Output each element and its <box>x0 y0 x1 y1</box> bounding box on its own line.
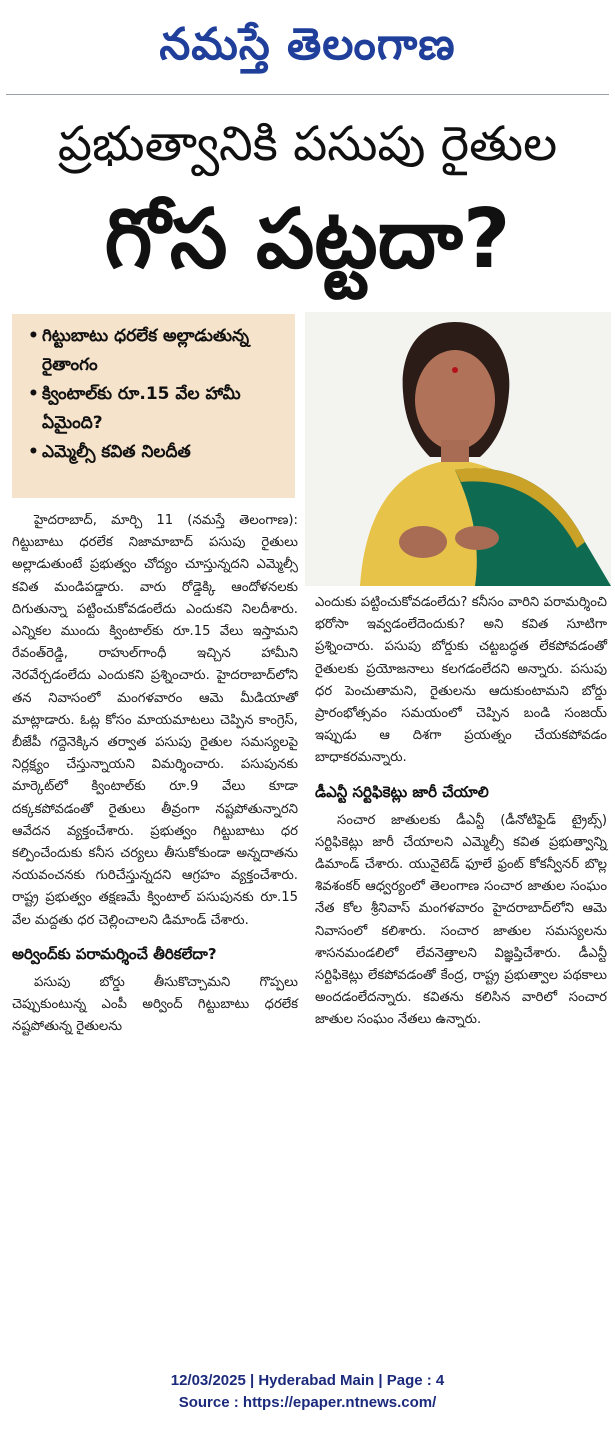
highlight-item: • ఎమ్మెల్సీ కవిత నిలదీత <box>28 438 287 467</box>
article-paragraph: హైదరాబాద్, మార్చి 11 (నమస్తే తెలంగాణ): గిట్టుబాటు ధరలేక నిజామాబాద్ పసుపు రైతులు అల్లాడుతుంటే ప్రభుత్వం చోద్యం చూస్తున్నదని ఎమ్మెల్సీ కవిత మండిపడ్డారు. వారు రోడ్డెక్కి ఆందోళనలకు దిగుతున్నా పట్టించుకోవడంలేదు ఎందుకని నిలదీశారు. ఎన్నికల ముందు క్వింటాల్‌కు రూ.15 వేలు ఇస్తామని రేవంత్‌రెడ్డి, రాహుల్‌గాంధీ ఇచ్చిన హామీని నెరవేర్చడంలేదు ఎందుకని ప్రశ్నించారు. హైదరాబాద్‌లోని తన నివాసంలో మంగళవారం ఆమె మీడియాతో మాట్లాడారు. ఓట్ల కోసం మాయమాటలు చెప్పిన కాంగ్రెస్, బీజేపీ గద్దెనెక్కిన తర్వాత పసుపు రైతుల సమస్యలపై నిర్లక్ష్యం చేస్తున్నాయని విమర్శించారు. పసుపునకు మార్కెట్‌లో క్వింటాల్‌కు రూ.9 వేలు కూడా దక్కకపోవడంతో రైతులు తీవ్రంగా నష్టపోతున్నారని ఆవేదన వ్యక్తంచేశారు. ప్రభుత్వం గిట్టుబాటు ధర కల్పించేందుకు కనీస చర్యలు తీసుకోకుండా అన్నదాతను నయవంచనకు గురిచేస్తున్నదని ఆగ్రహం వ్యక్తంచేశారు. రాష్ట్ర ప్రభుత్వం తక్షణమే క్వింటాల్ పసుపునకు రూ.15 వేల మద్దతు ధర చెల్లించాలని డిమాండ్ చేశారు. <box>12 513 298 928</box>
article-subheading: డీఎన్టీ సర్టిఫికెట్లు జారీ చేయాలి <box>315 782 489 801</box>
article-paragraph: సంచార జాతులకు డీఎన్టీ (డీనోటిఫైడ్ ట్రైబ్స్) సర్టిఫికెట్లు జారీ చేయాలని ఎమ్మెల్సీ కవిత ప్రభుత్వాన్ని డిమాండ్ చేశారు. యునైటెడ్ ఫూలే ఫ్రంట్ కోకన్వీనర్ బొల్ల శివశంకర్ ఆధ్వర్యంలో తెలంగాణ సంచార జాతుల సంఘం నేత కోల శ్రీనివాస్ మంగళవారం హైదరాబాద్‌లోని ఆమె నివాసంలో కలిశారు. సంచార జాతుల సమస్యలను శాసనమండలిలో లేవనెత్తాలని విజ్ఞప్తిచేశారు. డీఎన్టీ సర్టిఫికెట్లు లేకపోవడంతో కేంద్ర, రాష్ట్ర ప్రభుత్వాల పథకాలు అందడంలేదన్నారు. కవితను కలిసిన వారిలో సంచార జాతుల సంఘం నేతలు ఉన్నారు. <box>315 812 607 1028</box>
headline-line-1: ప్రభుత్వానికి పసుపు రైతుల <box>57 116 558 172</box>
edition-info: 12/03/2025 | Hyderabad Main | Page : 4 <box>170 1372 445 1389</box>
highlight-item: • గిట్టుబాటు ధరలేక అల్లాడుతున్న రైతాంగం <box>28 322 287 380</box>
article-column-1 <box>12 510 298 1038</box>
masthead-divider <box>6 94 609 95</box>
highlight-item: • క్వింటాల్‌కు రూ.15 వేల హామీ ఏమైంది? <box>28 380 287 438</box>
article-paragraph: ఎందుకు పట్టించుకోవడంలేదు? కనీసం వారిని పరామర్శించి భరోసా ఇవ్వడంలేదెందుకు? అని కవిత సూటిగా ప్రశ్నించారు. పసుపు బోర్డుకు చట్టబద్ధత లేకపోవడంతో రైతులకు ప్రయోజనాలు కలగడంలేదని అన్నారు. పసుపు ధర పెంచుతామని, రైతులను ఆదుకుంటామని బోర్డు ప్రారంభోత్సవం సమయంలో చెప్పిన బండి సంజయ్ ఇప్పుడు ఆ దిశగా ప్రయత్నం చేయకపోవడం బాధాకరమన్నారు. <box>315 595 607 766</box>
kavitha-photo <box>305 312 611 586</box>
headline-line-2: గోస పట్టదా? <box>104 192 511 287</box>
article-subheading: అర్వింద్‌కు పరామర్శించే తీరికలేదా? <box>12 944 217 963</box>
article-column-2 <box>315 592 607 1032</box>
highlights-box <box>12 314 295 498</box>
masthead-title: నమస్తే తెలంగాణ <box>159 19 456 70</box>
page-footer <box>0 1370 615 1414</box>
source-link[interactable]: Source : https://epaper.ntnews.com/ <box>178 1394 437 1411</box>
article-paragraph: పసుపు బోర్డు తీసుకొచ్చామని గొప్పలు చెప్పుకుంటున్న ఎంపీ అర్వింద్ గిట్టుబాటు ధరలేక నష్టపోతున్న రైతులను <box>12 974 298 1035</box>
